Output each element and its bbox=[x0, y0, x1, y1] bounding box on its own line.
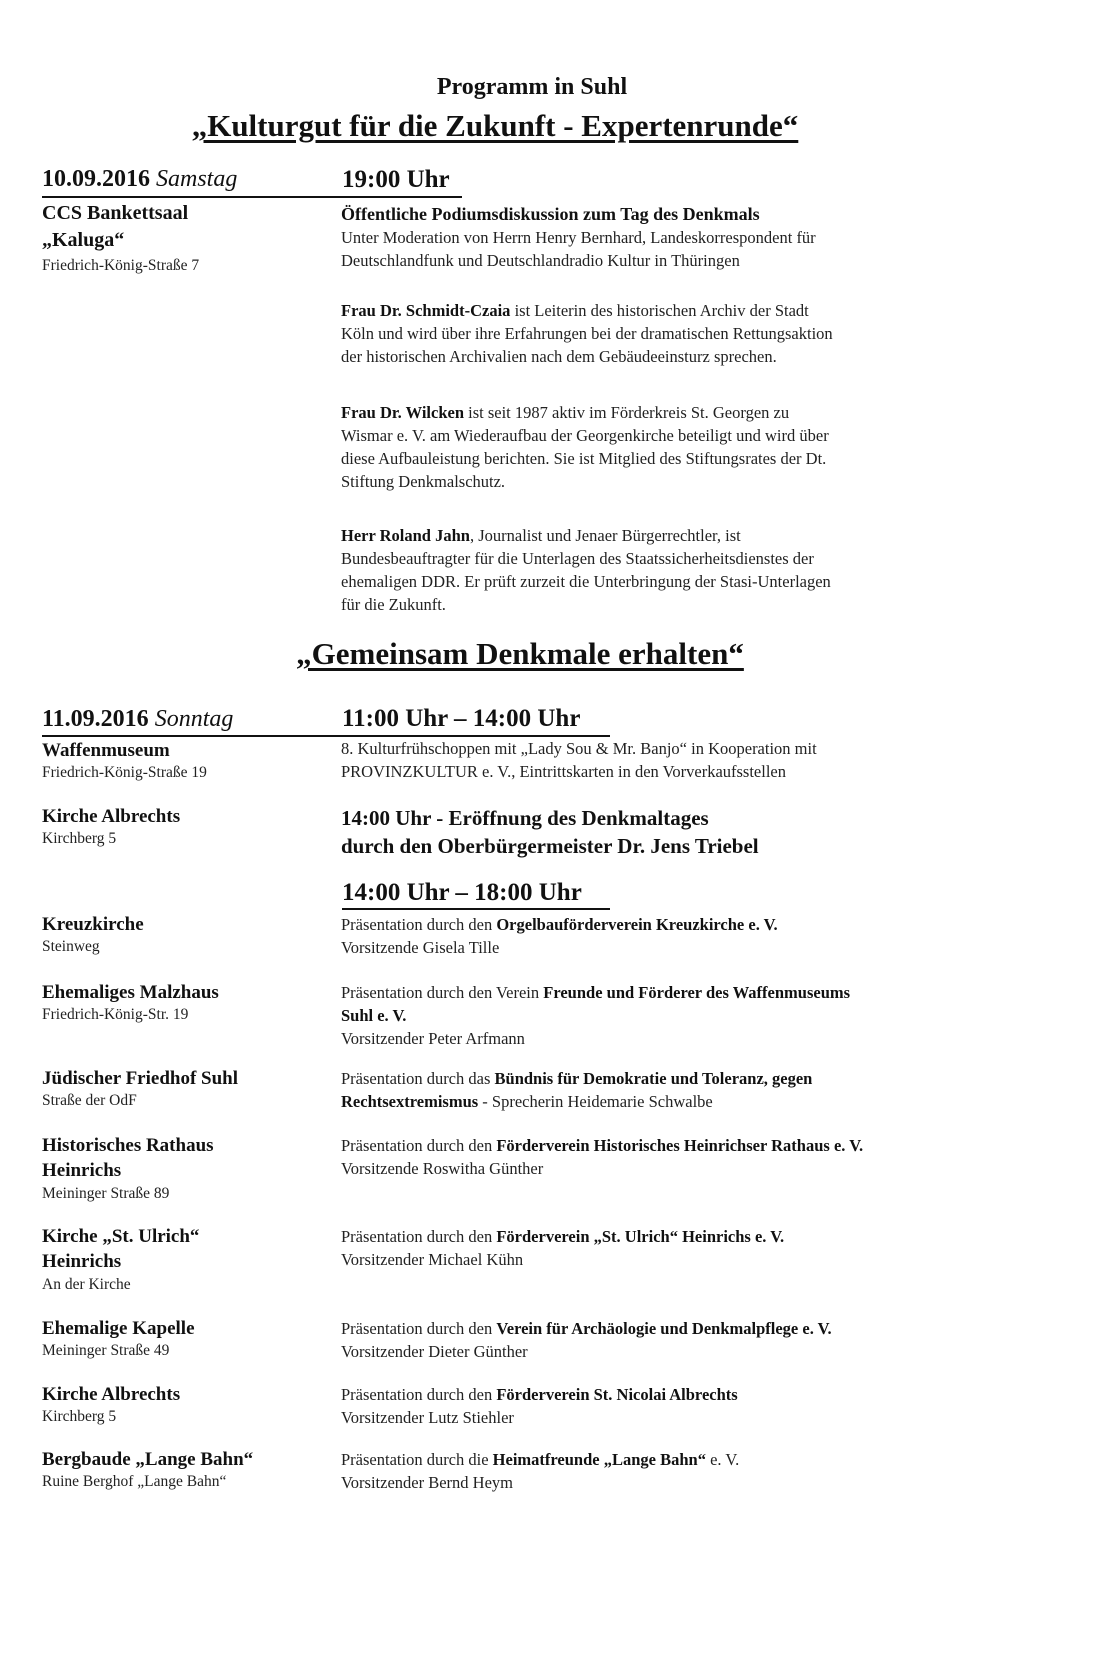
day1-location-name: CCS Bankettsaal bbox=[42, 202, 189, 224]
day2-time-2: 14:00 Uhr – 18:00 Uhr bbox=[342, 879, 582, 906]
presentation-text: Präsentation durch den Förderverein St. Nicolai Albrechts Vorsitzender Lutz Stiehler bbox=[341, 1385, 738, 1427]
presentation-location-2: Heinrichs bbox=[42, 1251, 122, 1272]
presentation-text: Präsentation durch die Heimatfreunde „Lange Bahn“ e. V. Vorsitzender Bernd Heym bbox=[341, 1450, 740, 1492]
speaker-schmidt-czaia: Frau Dr. Schmidt-Czaia ist Leiterin des historischen Archiv der Stadt Köln und wird über ihre Erfahrungen bei der dramatischen Rettungsaktion der historischen Archivalien nach dem Gebäudeeinsturz sprechen. bbox=[341, 301, 833, 366]
presentation-location: Kirche Albrechts bbox=[42, 1384, 181, 1405]
presentation-address: Kirchberg 5 bbox=[42, 1408, 117, 1425]
presentation-address: An der Kirche bbox=[42, 1276, 131, 1293]
day2-date: 11.09.2016 Sonntag bbox=[42, 706, 234, 732]
day1-date: 10.09.2016 Samstag bbox=[42, 166, 238, 192]
presentation-text: Präsentation durch das Bündnis für Demokratie und Toleranz, gegen Rechtsextremismus - Sprecherin Heidemarie Schwalbe bbox=[341, 1069, 813, 1111]
day1-rule bbox=[42, 196, 462, 198]
document-title: Programm in Suhl bbox=[436, 74, 628, 100]
presentation-location: Historisches Rathaus bbox=[42, 1135, 214, 1156]
day1-moderation: Unter Moderation von Herrn Henry Bernhard, Landeskorrespondent für Deutschlandfunk und Deutschlandradio Kultur in Thüringen bbox=[341, 228, 816, 270]
speaker-wilcken: Frau Dr. Wilcken ist seit 1987 aktiv im Förderkreis St. Georgen zu Wismar e. V. am Wiederaufbau der Georgenkirche beteiligt und wird über diese Aufbauleistung berichten. Sie ist Mitglied des Stiftungsrates der Dt. Stiftung Denkmalschutz. bbox=[341, 403, 829, 491]
presentation-location-2: Heinrichs bbox=[42, 1160, 122, 1181]
location-waffenmuseum: Waffenmuseum bbox=[42, 740, 170, 761]
presentation-address: Friedrich-König-Str. 19 bbox=[42, 1006, 189, 1023]
presentation-address: Steinweg bbox=[42, 938, 100, 955]
day2-time2-rule bbox=[342, 908, 610, 910]
day1-location-name-2: „Kaluga“ bbox=[42, 229, 125, 251]
presentation-location: Ehemalige Kapelle bbox=[42, 1318, 195, 1339]
event-opening: 14:00 Uhr - Eröffnung des Denkmaltages durch den Oberbürgermeister Dr. Jens Triebel bbox=[341, 806, 759, 858]
presentation-location: Ehemaliges Malzhaus bbox=[42, 982, 219, 1003]
presentation-location: Bergbaude „Lange Bahn“ bbox=[42, 1449, 254, 1470]
location-kirche-albrechts-opening-address: Kirchberg 5 bbox=[42, 830, 117, 847]
headline-expertenrunde: „Kulturgut für die Zukunft - Expertenrunde“ bbox=[191, 108, 799, 143]
event-kulturfruehschoppen: 8. Kulturfrühschoppen mit „Lady Sou & Mr. Banjo“ in Kooperation mit PROVINZKULTUR e. V., Eintrittskarten in den Vorverkaufsstellen bbox=[341, 739, 817, 781]
presentation-location: Kirche „St. Ulrich“ bbox=[42, 1226, 200, 1247]
presentation-text: Präsentation durch den Verein für Archäologie und Denkmalpflege e. V. Vorsitzender Dieter Günther bbox=[341, 1319, 832, 1361]
location-waffenmuseum-address: Friedrich-König-Straße 19 bbox=[42, 764, 207, 781]
presentation-text: Präsentation durch den Förderverein „St. Ulrich“ Heinrichs e. V. Vorsitzender Michael Kühn bbox=[341, 1227, 785, 1269]
day1-event-title: Öffentliche Podiumsdiskussion zum Tag des Denkmals bbox=[341, 204, 760, 224]
headline-denkmale: „Gemeinsam Denkmale erhalten“ bbox=[296, 636, 744, 671]
presentation-address: Straße der OdF bbox=[42, 1092, 137, 1109]
day1-location-address: Friedrich-König-Straße 7 bbox=[42, 257, 200, 274]
day2-time: 11:00 Uhr – 14:00 Uhr bbox=[342, 705, 581, 732]
presentation-text: Präsentation durch den Orgelbauförderverein Kreuzkirche e. V. Vorsitzende Gisela Tille bbox=[341, 915, 778, 957]
presentation-text: Präsentation durch den Förderverein Historisches Heinrichser Rathaus e. V. Vorsitzende Roswitha Günther bbox=[341, 1136, 864, 1178]
speaker-jahn: Herr Roland Jahn, Journalist und Jenaer Bürgerrechtler, ist Bundesbeauftragter für die Unterlagen des Staatssicherheitsdienstes der ehemaligen DDR. Er prüft zurzeit die Unterbringung der Stasi-Unterlagen für die Zukunft. bbox=[341, 526, 831, 614]
presentation-address: Meininger Straße 49 bbox=[42, 1342, 170, 1359]
presentation-address: Meininger Straße 89 bbox=[42, 1185, 170, 1202]
presentation-text: Präsentation durch den Verein Freunde und Förderer des Waffenmuseums Suhl e. V. Vorsitzender Peter Arfmann bbox=[341, 983, 851, 1048]
presentation-location: Jüdischer Friedhof Suhl bbox=[42, 1068, 239, 1089]
presentation-address: Ruine Berghof „Lange Bahn“ bbox=[42, 1473, 227, 1490]
day1-time: 19:00 Uhr bbox=[342, 166, 450, 193]
presentation-location: Kreuzkirche bbox=[42, 914, 144, 935]
location-kirche-albrechts-opening: Kirche Albrechts bbox=[42, 806, 181, 827]
